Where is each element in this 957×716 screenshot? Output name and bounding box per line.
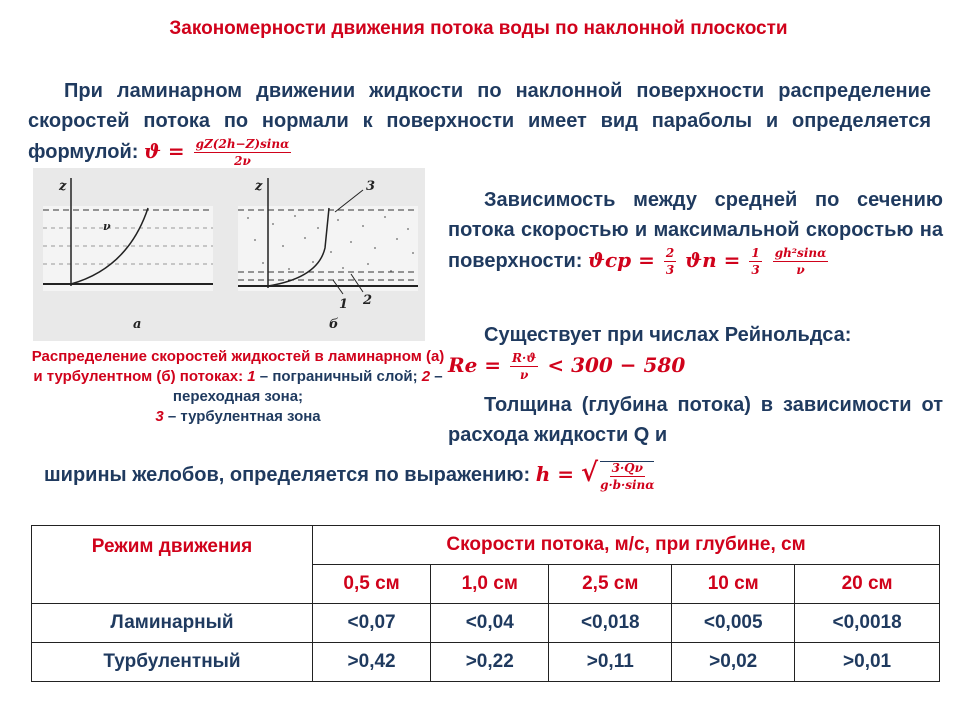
velocity-distribution-figure xyxy=(33,168,425,341)
value-cell: <0,018 xyxy=(549,604,672,643)
table-header-row xyxy=(32,526,940,565)
value-cell: <0,07 xyxy=(313,604,431,643)
h-frac xyxy=(600,461,654,491)
value-cell: >0,42 xyxy=(313,643,431,682)
dependence-formula xyxy=(588,246,830,277)
re-frac-num: R·ϑ xyxy=(512,351,537,365)
value-cell: >0,22 xyxy=(431,643,549,682)
reynolds-formula xyxy=(448,351,686,382)
flow-diagram xyxy=(33,168,425,341)
flow-regime-table xyxy=(31,525,940,682)
dep-formula-mid: ϑп = xyxy=(685,248,741,272)
figure-caption xyxy=(28,347,448,427)
table-row xyxy=(32,604,940,643)
dep-frac-1-num: 2 xyxy=(665,246,675,260)
value-cell: <0,0018 xyxy=(795,604,940,643)
panel-b-letter: б xyxy=(329,317,339,332)
caption-text-1: – пограничный слой; xyxy=(255,368,422,385)
dep-frac-2-num: 1 xyxy=(751,246,760,260)
dep-frac-3 xyxy=(773,247,829,276)
h-frac-den: g·b·sinα xyxy=(600,477,655,492)
dep-formula-lhs: ϑср = xyxy=(588,248,655,272)
caption-text-2: – переходная зона; xyxy=(172,368,443,405)
dep-frac-2-den: 3 xyxy=(751,263,760,277)
value-cell: >0,01 xyxy=(795,643,940,682)
caption-num-3: 3 xyxy=(155,408,164,425)
row-name-turbulent: Турбулентный xyxy=(32,643,313,682)
dep-frac-3-num: gh²sinα xyxy=(774,246,827,260)
row-name-laminar: Ламинарный xyxy=(32,604,313,643)
thickness-text: Толщина (глубина потока) в зависимости от расхода жидкости Q и xyxy=(448,394,943,446)
depth-formula xyxy=(535,458,657,492)
re-frac xyxy=(510,352,538,381)
panel-a-z-label: z xyxy=(59,179,67,194)
panel-b-z-label: z xyxy=(255,179,263,194)
width-paragraph xyxy=(44,455,924,493)
caption-text-3: – турбулентная зона xyxy=(163,408,321,425)
caption-num-1: 1 xyxy=(247,368,256,385)
header-speed: Скорости потока, м/с, при глубине, см xyxy=(313,526,940,565)
velocity-fraction-den: 2ν xyxy=(234,154,251,168)
h-frac-num: 3·Qν xyxy=(611,460,643,475)
intro-paragraph xyxy=(28,76,931,167)
thickness-paragraph xyxy=(448,390,943,450)
value-cell: >0,11 xyxy=(549,643,672,682)
dep-frac-3-den: ν xyxy=(796,263,805,277)
dependence-text: Зависимость между средней по сечению потока скоростью и максимальной скоростью на поверхности: xyxy=(448,189,943,272)
table-row xyxy=(32,643,940,682)
depth-cell: 0,5 см xyxy=(313,565,431,604)
re-rhs: < 300 − 580 xyxy=(547,353,686,377)
panel-b-marker-3: 3 xyxy=(366,179,376,194)
caption-num-2: 2 xyxy=(421,368,431,385)
reynolds-paragraph xyxy=(448,320,943,381)
dep-frac-1-den: 3 xyxy=(665,263,675,277)
width-text: ширины желобов, определяется по выражению: xyxy=(44,464,531,486)
page-title: Закономерности движения потока воды по наклонной плоскости xyxy=(169,18,788,39)
velocity-fraction-num: gZ(2h−Z)sinα xyxy=(195,137,290,151)
depth-cell: 2,5 см xyxy=(549,565,672,604)
depth-cell: 1,0 см xyxy=(431,565,549,604)
dependence-paragraph xyxy=(448,185,943,276)
value-cell: >0,02 xyxy=(672,643,795,682)
intro-text: При ламинарном движении жидкости по наклонной поверхности распределение скоростей потока по нормали к поверхности имеет вид параболы и определяется формулой: xyxy=(28,80,931,163)
re-frac-den: ν xyxy=(520,368,529,382)
velocity-formula-lhs: ϑ = xyxy=(143,139,185,163)
h-lhs: h = xyxy=(535,462,574,486)
sqrt-sign: √ xyxy=(580,458,599,488)
dep-frac-2 xyxy=(749,247,761,276)
panel-a-water xyxy=(43,206,213,291)
depth-cell: 10 см xyxy=(672,565,795,604)
velocity-fraction xyxy=(194,138,292,167)
value-cell: <0,04 xyxy=(431,604,549,643)
re-lhs: Re = xyxy=(448,353,502,377)
dep-frac-1 xyxy=(664,247,676,276)
panel-a-v-label: ν xyxy=(103,220,111,233)
panel-b-marker-1: 1 xyxy=(339,297,349,312)
header-regime: Режим движения xyxy=(32,526,313,604)
panel-a-letter: а xyxy=(133,317,142,332)
reynolds-text: Существует при числах Рейнольдса: xyxy=(484,324,852,346)
velocity-formula xyxy=(143,137,293,168)
value-cell: <0,005 xyxy=(672,604,795,643)
caption-main: Распределение скоростей жидкостей в ламинарном (а) и турбулентном (б) потоках: xyxy=(31,348,445,385)
depth-cell: 20 см xyxy=(795,565,940,604)
panel-b-marker-2: 2 xyxy=(363,293,373,308)
